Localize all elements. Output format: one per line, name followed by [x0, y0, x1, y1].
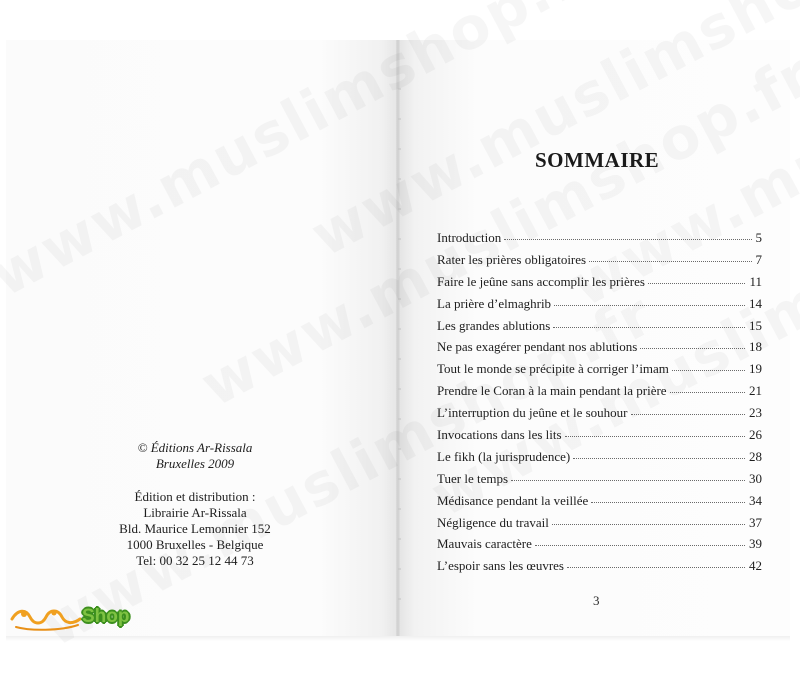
toc-entry-page: 21: [749, 383, 762, 399]
dot-leader: [554, 305, 745, 306]
toc-entry: [437, 296, 762, 318]
toc-entry-page: 26: [749, 427, 762, 443]
copyright-line: Bruxelles 2009: [155, 456, 235, 471]
page-number: 3: [593, 593, 600, 608]
toc-entry-page: 34: [749, 492, 762, 508]
toc-entry-label: Ne pas exagérer pendant nos ablutions: [437, 339, 638, 355]
distribution-line: Tel: 00 32 25 12 44 73: [136, 553, 254, 568]
toc-entry-label: Prendre le Coran à la main pendant la prière: [437, 383, 667, 399]
dot-leader: [670, 392, 745, 393]
toc-entry: [437, 230, 762, 252]
toc-entry: [437, 427, 762, 449]
toc-entry-page: 5: [755, 230, 762, 245]
toc-entry-page: 15: [749, 317, 762, 333]
toc-entry: [437, 252, 762, 274]
toc-entry: [437, 515, 762, 537]
toc-entry-label: Rater les prières obligatoires: [437, 251, 587, 267]
logo-text: Shop: [82, 606, 130, 627]
dot-leader: [553, 327, 745, 328]
distribution-info: [100, 489, 290, 569]
distribution-line: Librairie Ar-Rissala: [143, 505, 247, 520]
toc-entry-label: Tuer le temps: [437, 470, 509, 486]
toc-entry: [437, 493, 762, 515]
toc-entry-page: 39: [749, 536, 762, 552]
table-of-contents: [437, 230, 762, 580]
toc-entry-label: La prière d’elmaghrib: [437, 295, 552, 311]
toc-entry-page: 42: [749, 558, 762, 574]
copyright-line: © Éditions Ar-Rissala: [137, 440, 253, 455]
dot-leader: [511, 480, 745, 481]
copyright-notice: [100, 440, 290, 472]
dot-leader: [589, 261, 751, 262]
toc-entry-page: 37: [749, 514, 762, 530]
toc-entry-page: 18: [749, 339, 762, 355]
distribution-line: 1000 Bruxelles - Belgique: [126, 537, 264, 552]
shop-logo[interactable]: [10, 603, 140, 633]
toc-entry-label: Les grandes ablutions: [437, 317, 551, 333]
toc-entry-label: Mauvais caractère: [437, 536, 532, 552]
toc-entry: [437, 274, 762, 296]
toc-entry: [437, 339, 762, 361]
distribution-line: Édition et distribution :: [134, 489, 256, 504]
swirl-logo-icon: [10, 605, 82, 633]
toc-entry: [437, 536, 762, 558]
toc-entry: [437, 383, 762, 405]
toc-entry-page: 28: [749, 448, 762, 464]
dot-leader: [631, 414, 745, 415]
toc-entry: [437, 405, 762, 427]
toc-entry-page: 23: [749, 405, 762, 421]
toc-entry: [437, 449, 762, 471]
dot-leader: [567, 567, 745, 568]
toc-entry-page: 11: [749, 273, 762, 289]
toc-entry-label: Invocations dans les lits: [437, 427, 562, 443]
dot-leader: [552, 524, 745, 525]
dot-leader: [573, 458, 745, 459]
toc-entry-label: Introduction: [437, 230, 502, 245]
page-edge-marks: [398, 60, 401, 620]
dot-leader: [504, 239, 751, 240]
toc-entry: [437, 361, 762, 383]
toc-entry-label: Négligence du travail: [437, 514, 549, 530]
toc-entry-label: L’espoir sans les œuvres: [437, 558, 564, 574]
toc-entry: [437, 471, 762, 493]
toc-entry-page: 30: [749, 470, 762, 486]
toc-entry: [437, 558, 762, 580]
dot-leader: [640, 348, 745, 349]
toc-entry-page: 19: [749, 361, 762, 377]
toc-entry-label: Tout le monde se précipite à corriger l’imam: [437, 361, 669, 377]
toc-entry-label: Médisance pendant la veillée: [437, 492, 589, 508]
dot-leader: [535, 545, 745, 546]
contents-title: SOMMAIRE: [535, 148, 660, 172]
toc-entry-label: Faire le jeûne sans accomplir les prières: [437, 273, 645, 289]
toc-entry-label: L’interruption du jeûne et le souhour: [437, 405, 628, 421]
dot-leader: [672, 370, 745, 371]
toc-entry: [437, 318, 762, 340]
dot-leader: [591, 502, 745, 503]
dot-leader: [648, 283, 746, 284]
toc-entry-label: Le fikh (la jurisprudence): [437, 448, 571, 464]
dot-leader: [565, 436, 745, 437]
page-bottom-shadow: [6, 636, 790, 641]
toc-entry-page: 14: [749, 295, 762, 311]
toc-entry-page: 7: [755, 251, 762, 267]
distribution-line: Bld. Maurice Lemonnier 152: [119, 521, 271, 536]
